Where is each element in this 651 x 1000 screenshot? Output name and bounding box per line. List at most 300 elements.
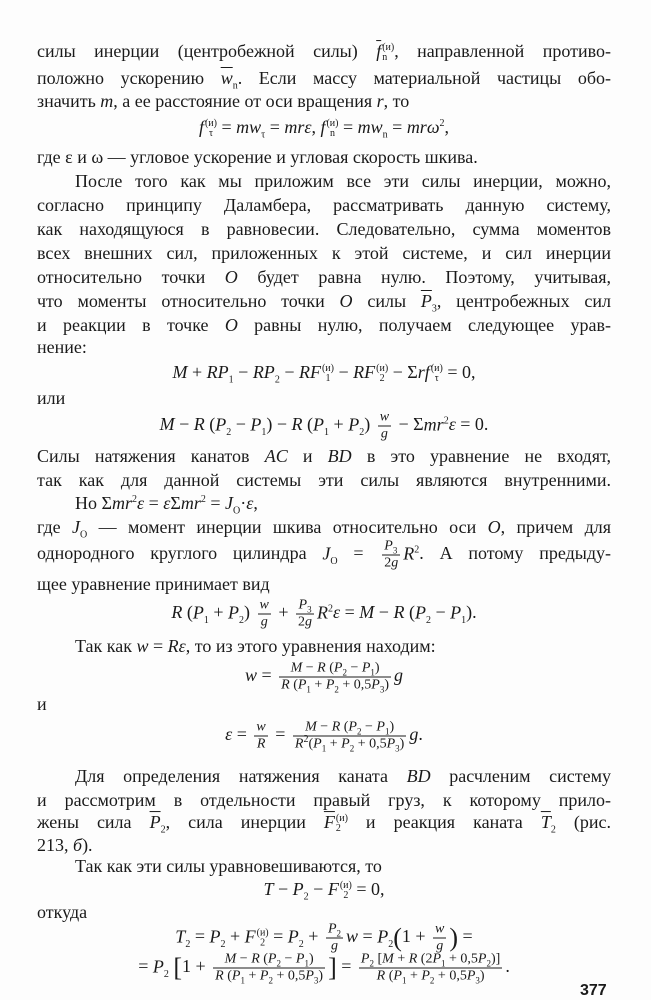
subscript: 2 bbox=[185, 938, 191, 950]
text-run: = bbox=[216, 117, 237, 138]
text-run: будет равна нулю. Поэтому, учитывая, bbox=[237, 267, 611, 287]
math-variable: P bbox=[292, 879, 304, 900]
text-run: Для определения натяжения каната bbox=[75, 766, 407, 786]
subscript: 1 bbox=[384, 726, 390, 737]
text-run: ( bbox=[259, 951, 268, 967]
text-run: что моменты относительно точки bbox=[37, 291, 340, 311]
math-symbol bbox=[236, 117, 266, 141]
sub-superscript bbox=[257, 928, 269, 948]
math-variable: O bbox=[224, 315, 238, 335]
subscript: 2 bbox=[276, 958, 281, 969]
math-symbol bbox=[292, 414, 303, 434]
text-line bbox=[37, 267, 611, 287]
text-line bbox=[37, 41, 611, 63]
math-variable: T bbox=[175, 926, 186, 947]
math-variable: m bbox=[100, 91, 114, 111]
sub-superscript bbox=[382, 43, 394, 63]
math-variable: mr bbox=[180, 493, 201, 513]
subscript: τ bbox=[434, 372, 439, 384]
text-run: + bbox=[329, 414, 349, 435]
fraction-denominator bbox=[326, 939, 343, 954]
text-run: ( bbox=[182, 602, 193, 623]
math-variable: P bbox=[267, 951, 277, 967]
subscript: 2 bbox=[388, 938, 394, 950]
math-variable: M bbox=[172, 362, 188, 383]
text-run: + bbox=[303, 926, 323, 947]
math-symbol bbox=[361, 952, 374, 967]
text-line bbox=[37, 856, 611, 876]
math-variable: P bbox=[192, 602, 204, 623]
math-variable: P bbox=[325, 677, 335, 693]
formula-line bbox=[37, 879, 611, 901]
subscript: 3 bbox=[431, 303, 437, 315]
math-fraction bbox=[279, 662, 391, 693]
formula-line bbox=[37, 117, 611, 139]
subscript: 2 bbox=[268, 975, 273, 986]
text-line bbox=[37, 388, 611, 408]
math-variable: P bbox=[377, 926, 389, 947]
math-symbol bbox=[149, 812, 166, 836]
text-run: ) bbox=[389, 719, 395, 735]
formula-line bbox=[37, 411, 611, 442]
text-run: ). bbox=[466, 602, 477, 623]
math-variable: P bbox=[298, 597, 308, 613]
math-variable: w bbox=[259, 597, 269, 613]
subscript: 2 bbox=[486, 958, 491, 969]
math-symbol bbox=[362, 661, 375, 676]
text-run: . А потому предыду- bbox=[419, 543, 611, 564]
math-variable: R bbox=[291, 414, 303, 435]
math-variable: M bbox=[305, 719, 317, 735]
text-run: = bbox=[190, 926, 210, 947]
text-run: − bbox=[333, 362, 354, 383]
math-symbol bbox=[380, 410, 389, 425]
math-variable: P bbox=[287, 926, 299, 947]
math-variable: R bbox=[403, 543, 415, 564]
subscript: 2 bbox=[343, 889, 349, 901]
math-symbol bbox=[199, 117, 217, 137]
text-run: + bbox=[406, 968, 422, 984]
math-variable: R bbox=[256, 736, 266, 752]
text-run: в это уравнение не входят, bbox=[351, 446, 611, 466]
math-variable: P bbox=[450, 602, 462, 623]
math-variable: R bbox=[376, 968, 386, 984]
text-run: − bbox=[308, 879, 328, 900]
subscript: 3 bbox=[313, 975, 319, 986]
text-run: как находящуюся в равновесии. Следовательно, сумма моментов bbox=[37, 219, 611, 239]
sub-superscript bbox=[376, 364, 388, 384]
text-run: 1 + bbox=[182, 956, 211, 977]
superscript: (и) bbox=[382, 41, 395, 53]
subscript: 3 bbox=[395, 743, 400, 754]
text-run: = bbox=[387, 117, 407, 138]
math-variable: g bbox=[394, 665, 404, 686]
text-run: 1 + bbox=[401, 926, 431, 947]
math-symbol bbox=[435, 922, 444, 937]
math-variable: mw bbox=[236, 117, 262, 138]
text-run: = bbox=[340, 602, 360, 623]
math-fraction bbox=[258, 599, 271, 630]
text-run: ) bbox=[364, 414, 375, 435]
formula-line bbox=[37, 953, 611, 984]
math-symbol bbox=[298, 678, 311, 693]
math-variable: P bbox=[477, 951, 487, 967]
math-symbol bbox=[268, 952, 281, 967]
math-variable: O bbox=[339, 291, 353, 311]
text-run: положно ускорению bbox=[37, 68, 221, 88]
math-symbol bbox=[137, 636, 149, 656]
text-run: = 0, bbox=[442, 362, 476, 383]
math-variable: P bbox=[152, 956, 164, 977]
math-variable: P bbox=[414, 602, 426, 623]
math-symbol bbox=[322, 543, 338, 567]
math-variable: ε bbox=[137, 493, 145, 513]
fraction-numerator bbox=[293, 721, 406, 737]
math-symbol bbox=[331, 939, 338, 954]
fraction-numerator bbox=[378, 411, 391, 427]
math-symbol bbox=[305, 720, 317, 735]
subscript: O bbox=[330, 555, 338, 567]
math-symbol bbox=[320, 117, 338, 137]
formula-line bbox=[37, 362, 611, 384]
subscript: 2 bbox=[425, 614, 431, 626]
math-symbol bbox=[173, 362, 188, 382]
math-symbol bbox=[264, 879, 274, 899]
math-symbol bbox=[393, 969, 406, 984]
text-line bbox=[37, 902, 611, 922]
subscript: n bbox=[232, 80, 238, 92]
text-run: − bbox=[174, 414, 194, 435]
formula-line bbox=[37, 923, 611, 954]
math-variable: mw bbox=[357, 117, 383, 138]
math-symbol bbox=[328, 446, 352, 466]
math-variable: P bbox=[333, 660, 343, 676]
math-variable: O bbox=[487, 517, 501, 537]
text-run: ( bbox=[340, 719, 349, 735]
math-symbol bbox=[256, 720, 265, 735]
subscript: 2 bbox=[160, 824, 166, 836]
math-symbol bbox=[387, 737, 400, 752]
math-symbol bbox=[245, 665, 257, 685]
text-run: где bbox=[37, 517, 73, 537]
math-symbol bbox=[391, 556, 398, 571]
math-symbol bbox=[393, 602, 404, 622]
math-variable: w bbox=[346, 926, 359, 947]
sub-superscript bbox=[431, 364, 443, 384]
math-variable: ε bbox=[448, 414, 456, 435]
text-run: , bbox=[444, 117, 450, 138]
math-fraction bbox=[254, 721, 267, 752]
math-fraction bbox=[433, 923, 446, 954]
subscript: 3 bbox=[307, 604, 312, 615]
text-line bbox=[37, 315, 611, 335]
text-line bbox=[37, 219, 611, 239]
text-run: − bbox=[430, 602, 451, 623]
math-symbol bbox=[334, 661, 347, 676]
vector-variable: $\overline{f}$ bbox=[376, 41, 382, 62]
math-bracket: ( bbox=[393, 923, 402, 952]
text-line bbox=[37, 147, 611, 167]
math-symbol bbox=[171, 602, 182, 622]
math-symbol bbox=[305, 969, 318, 984]
subscript: 3 bbox=[475, 975, 480, 986]
text-run: + bbox=[326, 736, 342, 752]
math-symbol bbox=[294, 733, 309, 752]
math-fraction bbox=[382, 540, 400, 571]
text-line bbox=[37, 68, 611, 92]
math-variable: R bbox=[317, 660, 326, 676]
math-symbol bbox=[357, 117, 388, 141]
math-symbol bbox=[332, 720, 341, 735]
subscript: 1 bbox=[304, 958, 309, 969]
sub-superscript bbox=[336, 814, 348, 834]
math-symbol bbox=[112, 493, 137, 513]
math-variable: ε bbox=[163, 493, 171, 513]
math-symbol bbox=[73, 835, 82, 855]
math-symbol bbox=[421, 969, 434, 984]
text-line bbox=[37, 517, 611, 541]
subscript: 1 bbox=[321, 743, 327, 754]
subscript: 2 bbox=[260, 937, 266, 948]
math-symbol bbox=[215, 414, 232, 438]
text-run: согласно принципу Даламбера, рассматривать данную систему, bbox=[37, 195, 611, 215]
text-run: . bbox=[505, 956, 510, 977]
subscript: 2 bbox=[220, 938, 226, 950]
math-variable: g bbox=[409, 724, 419, 745]
math-variable: P bbox=[348, 414, 360, 435]
math-variable: Rε bbox=[167, 636, 186, 656]
math-symbol bbox=[328, 922, 341, 937]
math-symbol bbox=[192, 602, 209, 626]
math-symbol bbox=[250, 414, 267, 438]
math-variable: M bbox=[159, 414, 175, 435]
text-run: ) bbox=[384, 677, 390, 693]
math-symbol bbox=[450, 602, 467, 626]
math-symbol bbox=[299, 598, 312, 613]
math-symbol bbox=[418, 362, 443, 382]
text-run: ) bbox=[399, 736, 405, 752]
text-line bbox=[37, 470, 611, 490]
vector-variable: $\overline{w}$ bbox=[220, 68, 233, 88]
math-variable: M bbox=[224, 951, 237, 967]
math-variable: ε bbox=[246, 493, 254, 513]
math-variable: P bbox=[313, 736, 322, 752]
text-run: , bbox=[311, 117, 321, 138]
math-symbol bbox=[206, 362, 234, 386]
text-run: 2 bbox=[298, 614, 306, 630]
math-variable: rf bbox=[417, 362, 430, 383]
subscript: 3 bbox=[392, 545, 398, 556]
text-run: Так как bbox=[75, 636, 137, 656]
superscript: 2 bbox=[439, 118, 445, 130]
text-run: + bbox=[273, 602, 294, 623]
text-line bbox=[37, 446, 611, 466]
text-run: так как для данной системы эти силы являются внутренними. bbox=[37, 470, 611, 490]
math-variable: BD bbox=[406, 766, 431, 786]
math-variable: RF bbox=[298, 362, 321, 383]
math-symbol bbox=[245, 926, 269, 946]
text-run: откуда bbox=[37, 902, 88, 922]
text-run: − bbox=[273, 879, 293, 900]
text-run: ) bbox=[308, 951, 314, 967]
math-variable: P bbox=[327, 921, 337, 937]
text-line bbox=[37, 243, 611, 263]
superscript: (и) bbox=[376, 362, 389, 374]
math-variable: AC bbox=[264, 446, 288, 466]
subscript: 2 bbox=[550, 824, 556, 836]
vector-variable: $\overline{T}$ bbox=[540, 812, 551, 833]
text-run: щее уравнение принимает вид bbox=[37, 574, 270, 594]
text-run: + bbox=[187, 362, 207, 383]
math-symbol bbox=[384, 539, 397, 554]
text-run: − bbox=[374, 602, 394, 623]
math-symbol bbox=[225, 493, 241, 517]
subscript: 2 bbox=[369, 958, 374, 969]
fraction-numerator bbox=[279, 662, 391, 678]
math-variable: g bbox=[305, 614, 313, 630]
math-symbol bbox=[228, 602, 245, 626]
text-run: ( bbox=[325, 660, 334, 676]
math-variable: P bbox=[432, 951, 442, 967]
formula-line bbox=[37, 721, 611, 752]
superscript: (и) bbox=[321, 362, 334, 374]
math-symbol bbox=[353, 362, 388, 382]
fraction-numerator bbox=[254, 721, 267, 737]
math-symbol bbox=[284, 117, 311, 137]
text-line bbox=[37, 835, 611, 855]
math-variable: ε bbox=[225, 724, 233, 745]
text-run: − bbox=[280, 951, 296, 967]
math-symbol bbox=[488, 517, 501, 537]
text-line bbox=[37, 790, 611, 810]
text-run: + 0,5 bbox=[434, 968, 467, 984]
text-run: . Если массу материальной частицы обо- bbox=[237, 68, 611, 88]
math-symbol bbox=[377, 91, 384, 111]
formula-line bbox=[37, 662, 611, 693]
superscript: (и) bbox=[256, 927, 269, 938]
subscript: 2 bbox=[274, 374, 280, 386]
text-run: − bbox=[346, 660, 362, 676]
math-symbol bbox=[313, 414, 330, 438]
math-symbol bbox=[291, 661, 303, 676]
subscript: 2 bbox=[356, 726, 362, 737]
sub-superscript bbox=[340, 881, 352, 901]
math-symbol bbox=[409, 952, 418, 967]
vector-variable: $\overline{P}$ bbox=[149, 812, 161, 833]
math-symbol bbox=[152, 956, 169, 980]
math-symbol bbox=[265, 446, 288, 466]
math-variable: P bbox=[348, 719, 357, 735]
math-variable: P bbox=[305, 968, 314, 984]
math-variable: F bbox=[244, 926, 256, 947]
superscript: 2 bbox=[443, 415, 449, 427]
text-run: и реакции в точке bbox=[37, 315, 225, 335]
fraction-denominator bbox=[279, 678, 391, 693]
math-symbol bbox=[478, 952, 491, 967]
math-fraction bbox=[296, 599, 314, 630]
math-variable: w bbox=[136, 636, 149, 656]
text-run: всех внешних сил, приложенных к этой системе, и сил инерции bbox=[37, 243, 611, 263]
text-run: + 0,5 bbox=[354, 736, 387, 752]
text-run: + bbox=[393, 951, 409, 967]
math-symbol bbox=[194, 414, 205, 434]
text-run: + bbox=[208, 602, 229, 623]
subscript: τ bbox=[261, 129, 266, 141]
math-variable: f bbox=[320, 117, 326, 138]
text-run: ) bbox=[374, 660, 380, 676]
text-line bbox=[37, 636, 611, 656]
math-symbol bbox=[409, 724, 418, 744]
text-line bbox=[37, 694, 611, 714]
math-variable: R bbox=[393, 602, 405, 623]
vector-variable: $\overline{P}$ bbox=[420, 291, 432, 311]
text-run: [ bbox=[373, 951, 383, 967]
text-line bbox=[37, 493, 611, 517]
math-symbol bbox=[299, 362, 334, 382]
text-run: жены сила bbox=[37, 812, 150, 833]
text-run: расчленим систему bbox=[430, 766, 611, 786]
text-run: − bbox=[233, 362, 253, 383]
text-run: = bbox=[265, 117, 285, 138]
text-run: , то bbox=[383, 91, 410, 111]
math-variable: R bbox=[215, 968, 224, 984]
text-run: или bbox=[37, 388, 66, 408]
math-variable: P bbox=[297, 677, 307, 693]
text-run: )] bbox=[490, 951, 501, 967]
math-variable: M bbox=[290, 660, 303, 676]
math-bracket: ] bbox=[328, 953, 337, 982]
fraction-denominator bbox=[359, 969, 502, 984]
math-symbol bbox=[181, 493, 206, 513]
subscript: 2 bbox=[359, 426, 365, 438]
text-run: нение: bbox=[37, 337, 87, 357]
text-run: , а ее расстояние от оси вращения bbox=[113, 91, 377, 111]
text-run: + 0,5 bbox=[272, 968, 306, 984]
text-run: = bbox=[148, 636, 168, 656]
math-variable: P bbox=[228, 602, 240, 623]
text-run: и bbox=[37, 694, 47, 714]
math-symbol bbox=[160, 414, 175, 434]
math-bracket: [ bbox=[173, 953, 183, 982]
subscript: 2 bbox=[298, 938, 304, 950]
math-symbol bbox=[371, 678, 384, 693]
text-run: ) bbox=[479, 968, 485, 984]
math-fraction bbox=[213, 953, 325, 984]
math-variable: P bbox=[313, 414, 325, 435]
text-run: , центробежных сил bbox=[436, 291, 611, 311]
math-symbol bbox=[424, 414, 449, 434]
math-variable: r bbox=[376, 91, 384, 111]
math-variable: w bbox=[379, 409, 390, 425]
fraction-numerator bbox=[433, 923, 446, 939]
subscript: 1 bbox=[306, 684, 311, 695]
fraction-denominator bbox=[258, 615, 271, 630]
math-symbol bbox=[414, 602, 431, 626]
subscript: 1 bbox=[441, 958, 446, 969]
superscript: (и) bbox=[335, 812, 348, 824]
text-run: = 0, bbox=[351, 879, 385, 900]
text-run: 2 bbox=[384, 555, 392, 571]
math-fraction bbox=[378, 411, 391, 442]
math-symbol bbox=[449, 414, 456, 434]
subscript: 2 bbox=[429, 975, 435, 986]
subscript: 2 bbox=[163, 968, 169, 980]
math-symbol bbox=[215, 969, 224, 984]
math-variable: P bbox=[250, 414, 262, 435]
text-run: относительно точки bbox=[37, 267, 225, 287]
fraction-numerator bbox=[213, 953, 325, 969]
math-symbol bbox=[407, 117, 445, 137]
